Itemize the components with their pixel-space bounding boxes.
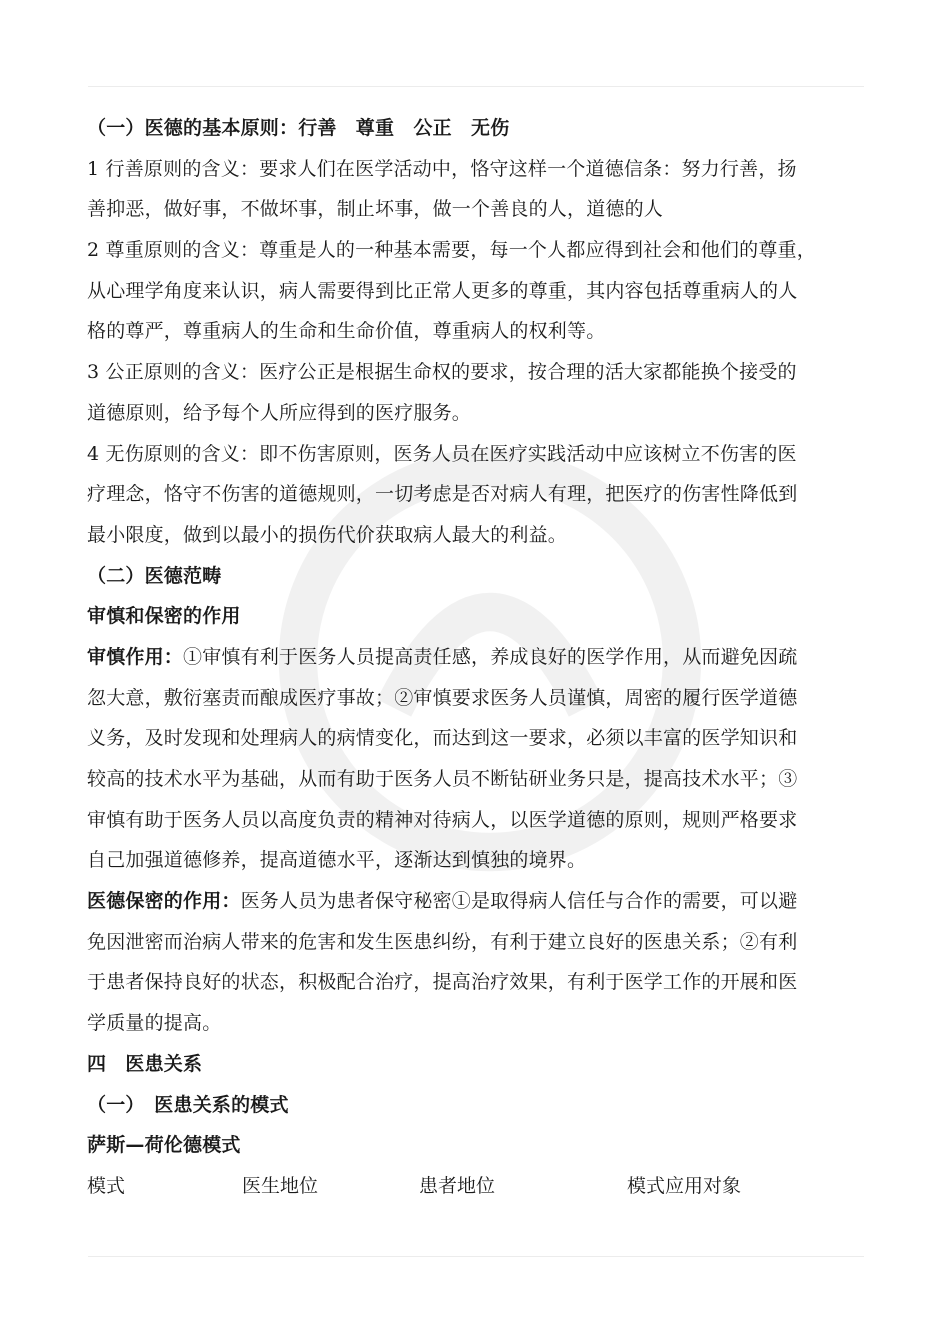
term-text: ①审慎有利于医务人员提高责任感，养成良好的医学作用，从而避免因疏 [183,645,798,668]
paragraph-line: 审慎有助于医务人员以高度负责的精神对待病人，以医学道德的原则，规则严格要求 [87,808,798,831]
paragraph-line [87,637,867,678]
table-header-doctor-role: 医生地位 [242,1174,319,1197]
header-rule [88,86,864,87]
term-label: 审慎作用： [87,645,184,668]
paragraph-line: 1 行善原则的含义：要求人们在医学活动中，恪守这样一个道德信条：努力行善，扬 [87,157,797,180]
paragraph-line: 忽大意，敷衍塞责而酿成医疗事故；②审慎要求医务人员谨慎，周密的履行医学道德 [87,686,798,709]
paragraph-line [87,881,867,922]
table-header-application: 模式应用对象 [627,1174,742,1197]
section-heading-doctor-patient: 四 医患关系 [87,1052,203,1075]
paragraph-line: 最小限度，做到以最小的损伤代价获取病人最大的利益。 [87,523,568,546]
table-header-patient-role: 患者地位 [419,1174,496,1197]
paragraph-line: 疗理念，恪守不伤害的道德规则，一切考虑是否对病人有理，把医疗的伤害性降低到 [87,483,798,506]
term-label: 医德保密的作用： [87,890,241,913]
paragraph-line: 道德原则，给予每个人所应得到的医疗服务。 [87,401,472,424]
section-heading-categories: （二）医德范畴 [87,564,222,587]
paragraph-line: 较高的技术水平为基础，从而有助于医务人员不断钻研业务只是，提高技术水平；③ [87,768,798,790]
subheading-prudence-confidentiality: 审慎和保密的作用 [87,605,241,628]
paragraph-line: 免因泄密而治病人带来的危害和发生医患纠纷，有利于建立良好的医患关系；②有利 [87,930,798,953]
paragraph-line: 2 尊重原则的含义：尊重是人的一种基本需要，每一个人都应得到社会和他们的尊重， [87,239,816,262]
paragraph-line: 自己加强道德修养，提高道德水平，逐渐达到慎独的境界。 [87,849,587,872]
table-header-row [87,1166,867,1207]
paragraph-line: 格的尊严，尊重病人的生命和生命价值，尊重病人的权利等。 [87,320,606,343]
paragraph-line: 3 公正原则的含义：医疗公正是根据生命权的要求，按合理的活大家都能换个接受的 [87,361,797,384]
table-header-model: 模式 [87,1174,126,1197]
paragraph-line: 善抑恶，做好事，不做坏事，制止坏事，做一个善良的人，道德的人 [87,198,664,221]
section-heading-basic-principles: （一）医德的基本原则：行善 尊重 公正 无伤 [87,117,510,139]
footer-rule [88,1256,864,1257]
paragraph-line: 义务，及时发现和处理病人的病情变化，而达到这一要求，必须以丰富的医学知识和 [87,727,798,750]
paragraph-line: 4 无伤原则的含义：即不伤害原则，医务人员在医疗实践活动中应该树立不伤害的医 [87,442,797,465]
paragraph-line: 从心理学角度来认识，病人需要得到比正常人更多的尊重，其内容包括尊重病人的人 [87,279,798,302]
paragraph-line: 学质量的提高。 [87,1012,222,1035]
subheading-szasz-hollender: 萨斯—荷伦德模式 [87,1134,241,1157]
document-body [87,108,867,1207]
section-heading-models: （一） 医患关系的模式 [87,1093,289,1116]
term-text: 医务人员为患者保守秘密①是取得病人信任与合作的需要，可以避 [240,890,798,913]
paragraph-line: 于患者保持良好的状态，积极配合治疗，提高治疗效果，有利于医学工作的开展和医 [87,971,798,994]
